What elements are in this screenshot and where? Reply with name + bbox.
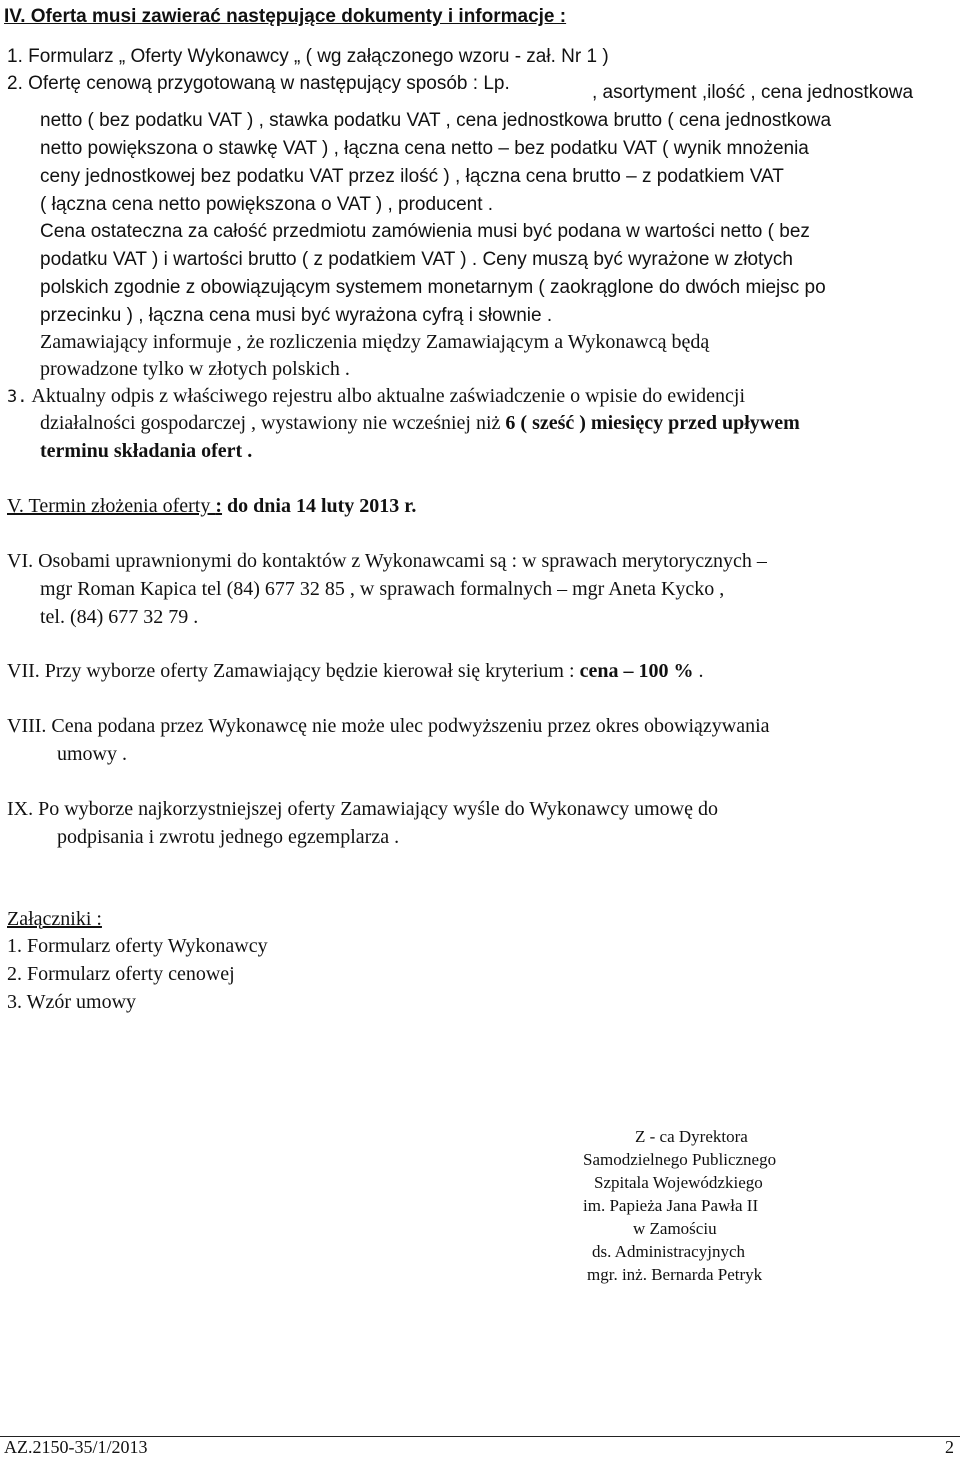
- section-ix-line: IX. Po wyborze najkorzystniejszej oferty Zamawiający wyśle do Wykonawcy umowę do: [7, 798, 718, 820]
- signature-line: mgr. inż. Bernarda Petryk: [587, 1265, 763, 1284]
- section-iv-item-2-line: ceny jednostkowej bez podatku VAT przez ilość ) , łączna cena brutto – z podatkiem VAT: [40, 166, 784, 187]
- section-iv-item-3-line-2: [40, 411, 800, 435]
- section-iv-item-2-line: netto ( bez podatku VAT ) , stawka podatku VAT , cena jednostkowa brutto ( cena jednostkowa: [40, 110, 832, 131]
- footer-reference: AZ.2150-35/1/2013: [4, 1437, 148, 1457]
- section-iv-item-2-tail: prowadzone tylko w złotych polskich .: [40, 358, 350, 380]
- section-vii-line: [7, 659, 703, 683]
- section-iv-item-3-deadline: 6 ( sześć ) miesięcy przed upływem: [505, 412, 800, 434]
- section-iv-item-2-tail: Zamawiający informuje , że rozliczenia między Zamawiającym a Wykonawcą będą: [40, 331, 710, 353]
- section-vi-line: tel. (84) 677 32 79 .: [40, 606, 199, 628]
- section-vii-text: VII. Przy wyborze oferty Zamawiający będzie kierował się kryterium :: [7, 660, 580, 682]
- section-iv-item-2-line: netto powiększona o stawkę VAT ) , łączna cena netto – bez podatku VAT ( wynik mnożenia: [40, 138, 809, 159]
- section-iv-item-2-line: Cena ostateczna za całość przedmiotu zamówienia musi być podana w wartości netto ( bez: [40, 221, 810, 242]
- section-viii-line: umowy .: [57, 743, 127, 765]
- section-v-deadline: do dnia 14 luty 2013 r.: [222, 495, 417, 517]
- page-number: 2: [945, 1437, 954, 1457]
- section-iv-item-1: 1. Formularz „ Oferty Wykonawcy „ ( wg załączonego wzoru - zał. Nr 1 ): [7, 46, 609, 67]
- section-iv-item-2-line: polskich zgodnie z obowiązującym systemem monetarnym ( zaokrąglone do dwóch miejsc po: [40, 277, 826, 298]
- section-vi-line: mgr Roman Kapica tel (84) 677 32 85 , w sprawach formalnych – mgr Aneta Kycko ,: [40, 578, 725, 600]
- section-v-label: V. Termin złożenia oferty: [7, 495, 216, 517]
- section-iv-item-3-text: Aktualny odpis z właściwego rejestru albo aktualne zaświadczenie o wpisie do ewidencji: [27, 385, 746, 407]
- attachment-item: 3. Wzór umowy: [7, 991, 137, 1013]
- section-vi-line: VI. Osobami uprawnionymi do kontaktów z Wykonawcami są : w sprawach merytorycznych –: [7, 550, 767, 572]
- section-iv-item-2-line: ( łączna cena netto powiększona o VAT ) , producent .: [40, 194, 494, 215]
- attachment-item: 1. Formularz oferty Wykonawcy: [7, 935, 268, 957]
- attachment-item: 2. Formularz oferty cenowej: [7, 963, 235, 985]
- section-iv-item-3-line-3: terminu składania ofert .: [40, 440, 253, 462]
- section-viii-line: VIII. Cena podana przez Wykonawcę nie może ulec podwyższeniu przez okres obowiązywania: [7, 715, 770, 737]
- section-iv-item-2-line: podatku VAT ) i wartości brutto ( z podatkiem VAT ) . Ceny muszą być wyrażone w złotych: [40, 249, 793, 270]
- section-vii-criterion: cena – 100 %: [579, 660, 694, 682]
- section-ix-line: podpisania i zwrotu jednego egzemplarza .: [57, 826, 400, 848]
- section-iv-item-3-text: działalności gospodarczej , wystawiony nie wcześniej niż: [40, 412, 506, 434]
- signature-line: im. Papieża Jana Pawła II: [583, 1196, 759, 1215]
- section-v-colon: :: [215, 495, 223, 517]
- section-iv-item-3-line-1: [7, 384, 745, 409]
- signature-line: w Zamościu: [633, 1219, 717, 1238]
- attachments-heading: Załączniki :: [7, 908, 102, 930]
- signature-line: Szpitala Wojewódzkiego: [594, 1173, 763, 1192]
- section-iv-item-2-line: przecinku ) , łączna cena musi być wyrażona cyfrą i słownie .: [40, 305, 553, 326]
- section-iv-item-2-rest: , asortyment ,ilość , cena jednostkowa: [592, 82, 914, 103]
- signature-line: Samodzielnego Publicznego: [583, 1150, 777, 1169]
- signature-line: Z - ca Dyrektora: [635, 1127, 748, 1146]
- section-iv-item-3-number: 3.: [7, 387, 28, 407]
- section-iv-heading: IV. Oferta musi zawierać następujące dokumenty i informacje :: [4, 6, 567, 27]
- section-vii-end: .: [693, 660, 704, 682]
- section-iv-item-2-start: 2. Ofertę cenową przygotowaną w następujący sposób : Lp.: [7, 73, 510, 94]
- section-v-line: [7, 494, 416, 518]
- signature-line: ds. Administracyjnych: [592, 1242, 745, 1261]
